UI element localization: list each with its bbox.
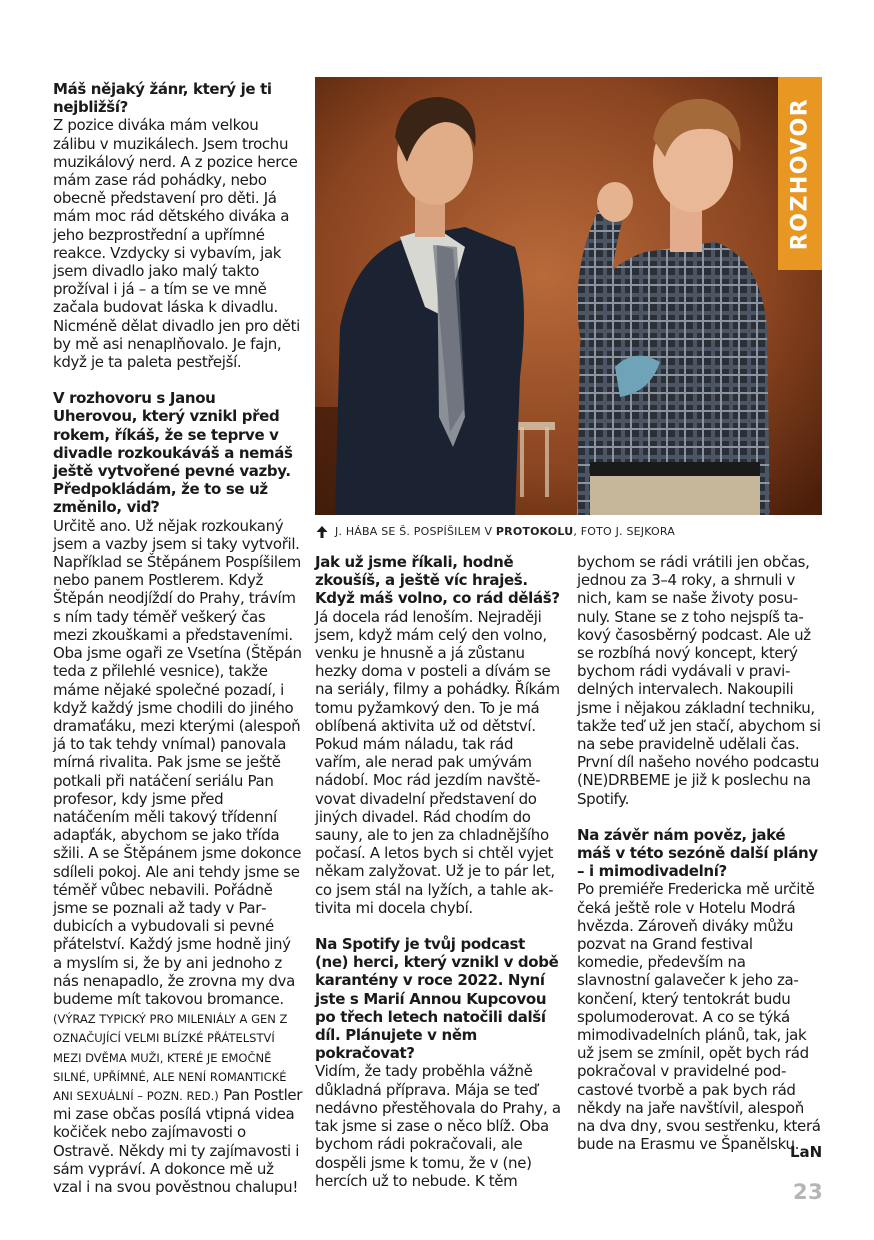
- answer-relationships-continued: Pan Postler mi zase občas posílá vtipná videa kočiček nebo zajímavosti o Ostravě. Někdy mi ty zajímavosti i sám vypráví. A dokonce mě už vzal i na svou pověstnou chalupu!: [53, 1085, 303, 1196]
- editor-note: (VÝRAZ TYPICKÝ PRO MILENIÁLY A GEN Z OZNAČUJÍCÍ VELMI BLÍZKÉ PŘÁTELSTVÍ MEZI DVĚMA MUŽI, KTERÉ JE EMOČNĚ SILNÉ, UPŘÍMNÉ, ALE NENÍ ROMANTICKÉ ANI SEXUÁLNÍ – POZN. RED.): [53, 1012, 288, 1103]
- question-genre: Máš nějaký žánr, který je ti nejbližší?: [53, 80, 272, 117]
- author-signature: LaN: [790, 1143, 823, 1161]
- caption-part-2: , FOTO J. SEJKORA: [573, 525, 676, 538]
- article-column-3: [577, 553, 822, 1154]
- question-podcast: Na Spotify je tvůj podcast (ne) herci, který vznikl v době karantény v roce 2022. Nyní jste s Marií Annou Kupcovou po třech letech natočili další díl. Plánujete v něm pokračovat?: [315, 935, 559, 1063]
- article-column-1: [53, 80, 303, 1196]
- answer-relationships-text: Určitě ano. Už nějak rozkoukaný jsem a vazby jsem si taky vytvořil. Například se Štěpánem Pospíšilem nebo panem Postlerem. Když Štěpán neodjíždí do Prahy, trávím s ním tady téměř veškerý čas mezi zkouškami a představeními. Oba jsme ogaři ze Vsetína (Štěpán teda z přilehlé vesnice), takže máme nějaké společné pozadí, i když každý jsme chodili do jiného dramaťáku, mezi kterými (alespoň já to tak tehdy vnímal) panovala mírná rivalita. Pak jsme se ještě potkali při natáčení seriálu Pan profesor, kdy jsme před natáčením měli takový třídenní adapťák, abychom se jako třída sžili. A se Štěpánem jsme dokonce sdíleli pokoj. Ale ani tehdy jsme se téměř vůbec nebavili. Pořádně jsme se poznali až tady v Pardubicích a vybudovali si pevné přátelství. Každý jsme hodně jiný a myslím si, že by ani jednoho z nás nenapadlo, že zrovna my dva budeme mít takovou bromance.: [53, 516, 302, 1008]
- page-number: 23: [793, 1180, 824, 1204]
- answer-free-time: Já docela rád lenoším. Nejraději jsem, když mám celý den volno, venku je hnusně a já zůstanu hezky doma v posteli a dívám se na seriály, filmy a pohádky. Říkám tomu pyžamkový den. To je má oblíbená aktivita už od dětství. Pokud mám náladu, tak rád vařím, ale nerad pak umývám nádobí. Moc rád jezdím navštěvovat divadelní představení do jiných divadel. Rád chodím do sauny, ale to jen za chladnějšího počasí. A letos bych si chtěl vyjet někam zalyžovat. Už je to pár let, co jsem stál na lyžích, a tahle aktivita mi docela chybí.: [315, 607, 560, 917]
- question-free-time: Jak už jsme říkali, hodně zkoušíš, a ještě víc hraješ. Když máš volno, co rád děláš?: [315, 553, 560, 608]
- question-plans: Na závěr nám pověz, jaké máš v této sezóně další plány – i mimodivadelní?: [577, 825, 818, 881]
- question-relationships: V rozhovoru s Janou Uherovou, který vznikl před rokem, říkáš, že se teprve v divadle rozkoukáváš a nemáš ještě vytvořené pevné vazby. Předpokládám, že to se už změnilo, viď?: [53, 389, 293, 517]
- answer-plans: Po premiéře Fredericka mě určitě čeká ještě role v Hotelu Modrá hvězda. Zároveň diváky můžu pozvat na Grand festival komedie, především na slavnostní galavečer k jeho zakončení, který tentokrát budu spolumoderovat. A co se týká mimodivadelních plánů, tak, jak už jsem se zmínil, opět bych rád pokračoval v pravidelné podcastové tvorbě a pak bych rád někdy na jaře navštívil, alespoň na dva dny, svou sestřenku, která bude na Erasmu ve Španělsku.: [577, 880, 821, 1154]
- section-tag-label: ROZHOVOR: [787, 97, 813, 250]
- answer-podcast: Vidím, že tady proběhla vážně důkladná příprava. Mája se teď nedávno přestěhovala do Prahy, a tak jsme si zase o něco blíž. Oba bychom rádi pokračovali, ale dospěli jsme k tomu, že v (ne) hercích už to nebude. K těm: [315, 1062, 561, 1190]
- answer-podcast-continued: bychom se rádi vrátili jen občas, jednou za 3–4 roky, a shrnuli v nich, kam se naše životy posunuly. Stane se z toho nejspíš takový časosběrný podcast. Ale už se rozbíhá nový koncept, který bychom rádi vydávali v pravidelných intervalech. Nakoupili jsme i nějakou základní techniku, takže teď už jen stačí, abychom si na sebe pravidelně udělali čas. První díl našeho nového podcastu (NE)DRBEME je již k poslechu na Spotify.: [577, 553, 821, 808]
- caption-part-1: J. HÁBA SE Š. POSPÍŠILEM V: [335, 525, 493, 538]
- article-photo: [315, 77, 822, 515]
- photo-caption: [316, 525, 822, 538]
- arrow-up-icon: [316, 526, 328, 538]
- section-tag: [778, 77, 822, 270]
- caption-text: [335, 525, 675, 538]
- article-column-2: [315, 553, 561, 1190]
- answer-relationships: [53, 517, 303, 1197]
- answer-genre: Z pozice diváka mám velkou zálibu v muzikálech. Jsem trochu muzikálový nerd. A z pozice herce mám zase rád pohádky, nebo obecně představení pro děti. Já mám moc rád dětského diváka a jeho bezprostřední a upřímné reakce. Vzdycky si vybavím, jak jsem divadlo jako malý takto prožíval i já – a tím se ve mně začala budovat láska k divadlu. Nicméně dělat divadlo jen pro děti by mě asi nenaplňovalo. Je fajn, když je ta paleta pestřejší.: [53, 116, 301, 372]
- caption-play-title: PROTOKOLU: [495, 525, 574, 538]
- photo-illustration: [315, 77, 822, 515]
